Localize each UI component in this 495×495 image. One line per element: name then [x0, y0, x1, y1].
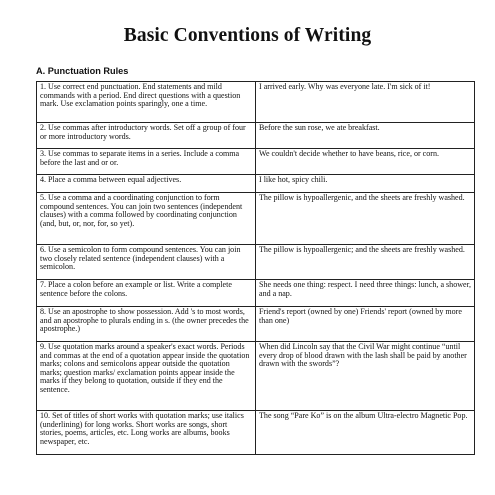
table-row: [37, 149, 475, 175]
punctuation-rules-table: [36, 81, 475, 455]
table-row: [37, 123, 475, 149]
example-cell: We couldn't decide whether to have beans, rice, or corn.: [256, 149, 475, 175]
table-row: [37, 280, 475, 307]
rule-cell: 3. Use commas to separate items in a series. Include a comma before the last and or or.: [37, 149, 256, 175]
rule-cell: 10. Set of titles of short works with quotation marks; use italics (underlining) for long works. Short works are songs, short stories, poems, articles, etc. Long works are albums, books newspaper, etc.: [37, 411, 256, 455]
rule-cell: 2. Use commas after introductory words. Set off a group of four or more introductory words.: [37, 123, 256, 149]
table-row: [37, 307, 475, 342]
example-cell: I arrived early. Why was everyone late. I'm sick of it!: [256, 82, 475, 123]
table-row: [37, 175, 475, 193]
page-title: Basic Conventions of Writing: [123, 25, 372, 46]
example-cell: I like hot, spicy chili.: [256, 175, 475, 193]
example-cell: When did Lincoln say that the Civil War might continue “until every drop of blood drawn with the lash shall be paid by another drawn with the swords”?: [256, 342, 475, 411]
rule-cell: 9. Use quotation marks around a speaker's exact words. Periods and commas at the end of a quotation appear inside the quotation marks; colons and semicolons appear outside the quotation marks; question marks/ exclamation points appear inside the marks if they belong to quotation, outside if they end the sentence.: [37, 342, 256, 411]
rule-cell: 4. Place a comma between equal adjectives.: [37, 175, 256, 193]
rule-cell: 5. Use a comma and a coordinating conjunction to form compound sentences. You can join two sentences (independent clauses) with a comma followed by coordinating conjunction (and, but, or, nor, for, so yet).: [37, 193, 256, 245]
table-row: [37, 245, 475, 280]
rule-cell: 7. Place a colon before an example or list. Write a complete sentence before the colons.: [37, 280, 256, 307]
table-row: [37, 193, 475, 245]
example-cell: She needs one thing: respect. I need three things: lunch, a shower, and a nap.: [256, 280, 475, 307]
example-cell: The song “Pare Ko” is on the album Ultra-electro Magnetic Pop.: [256, 411, 475, 455]
table-row: [37, 342, 475, 411]
rule-cell: 8. Use an apostrophe to show possession. Add 's to most words, and an apostrophe to plurals ending in s. (the owner precedes the apostrophe.): [37, 307, 256, 342]
rule-cell: 1. Use correct end punctuation. End statements and mild commands with a period. End direct questions with a question mark. Use exclamation points sparingly, one a time.: [37, 82, 256, 123]
table-row: [37, 411, 475, 455]
example-cell: Before the sun rose, we ate breakfast.: [256, 123, 475, 149]
rule-cell: 6. Use a semicolon to form compound sentences. You can join two closely related sentence (independent clauses) with a semicolon.: [37, 245, 256, 280]
table-row: [37, 82, 475, 123]
example-cell: Friend's report (owned by one) Friends' report (owned by more than one): [256, 307, 475, 342]
section-heading: A. Punctuation Rules: [36, 66, 129, 76]
example-cell: The pillow is hypoallergenic; and the sheets are freshly washed.: [256, 245, 475, 280]
example-cell: The pillow is hypoallergenic, and the sheets are freshly washed.: [256, 193, 475, 245]
